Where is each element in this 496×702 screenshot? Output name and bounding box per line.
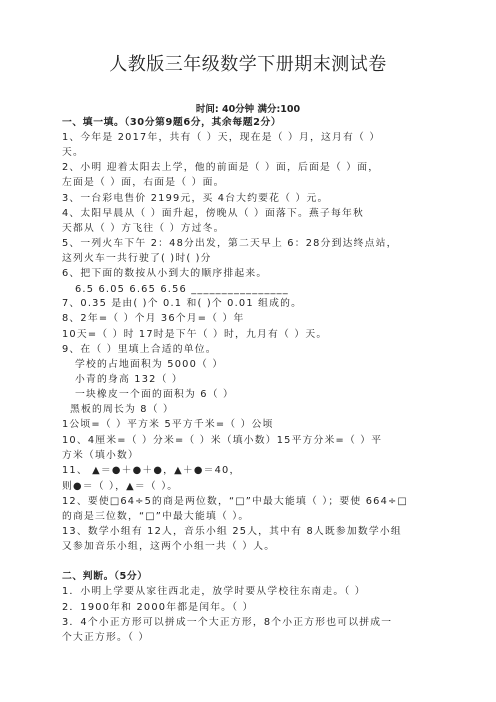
unit-item: 一块橡皮一个面的面积为 6（ ）	[75, 389, 235, 400]
question-line: 天都从（ ）方飞往（ ）方过冬。	[62, 223, 225, 234]
question-line: 3．4个小正方形可以拼成一个大正方形，8个小正方形也可以拼成一	[62, 617, 393, 628]
question-line: 8、2年=（ ）个月 36个月=（ ）年	[62, 313, 245, 324]
number-list: 6.5 6.05 6.65 6.56 ________________	[75, 284, 289, 295]
question-line: 1、今年是 2017年，共有（ ）天，现在是（ ）月，这月有（ ）	[62, 132, 381, 143]
section-1-heading: 一、填一填。（30分第9题6分，其余每题2分）	[62, 117, 282, 128]
question-line: 则●＝（ ），▲＝（ ）。	[62, 481, 179, 492]
unit-item: 黑板的周长为 8（ ）	[70, 404, 175, 415]
question-line: 2．1900年和 2000年都是闰年。（ ）	[62, 602, 254, 613]
question-line: 3、一台彩电售价 2199元，买 4台大约要花（ ）元。	[62, 193, 329, 204]
question-line: 2、小明 迎着太阳去上学，他的前面是（ ）面，后面是（ ）面，	[62, 162, 380, 173]
question-line: 个大正方形。（ ）	[62, 632, 150, 643]
question-line: 1．小明上学要从家往西北走，放学时要从学校往东南走。（ ）	[62, 586, 366, 597]
exam-meta: 时间: 40分钟 满分:100	[195, 104, 301, 115]
question-line: 10、4厘米=（ ）分米=（ ）米（填小数）15平方分米=（ ）平	[62, 435, 383, 446]
question-line: 10天=（ ）时 17时是下午（ ）时，九月有（ ）天。	[62, 329, 328, 340]
unit-item: 学校的占地面积为 5000（ ）	[75, 359, 224, 370]
page-title: 人教版三年级数学下册期末测试卷	[109, 54, 387, 75]
question-line: 5、一列火车下午 2：48分出发，第二天早上 6：28分到达终点站，	[62, 238, 398, 249]
unit-item: 小青的身高 132（ ）	[75, 374, 183, 385]
question-line: 又参加音乐小组，这两个小组一共（ ）人。	[62, 541, 276, 552]
question-line: 12、要使□64÷5的商是两位数，“□”中最大能填（ ）；要使 664÷□	[62, 496, 408, 507]
question-line: 6、把下面的数按从小到大的顺序排起来。	[62, 268, 268, 279]
question-line: 天。	[62, 147, 84, 158]
question-line: 左面是（ ）面，右面是（ ）面。	[62, 177, 225, 188]
question-line: 的商是三位数，“□”中最大能填（ ）。	[62, 511, 250, 522]
question-line: 1公顷=（ ）平方米 5平方千米=（ ）公顷	[62, 419, 274, 430]
question-line: 7、0.35 是由( )个 0.1 和( )个 0.01 组成的。	[62, 298, 303, 309]
section-2-heading: 二、判断。（5分）	[62, 571, 148, 582]
question-line: 方米（填小数）	[62, 450, 139, 461]
question-line: 13、数学小组有 12人，音乐小组 25人，其中有 8人既参加数学小组	[62, 526, 402, 537]
question-line: 这列火车一共行驶了( )时( )分	[62, 253, 212, 264]
question-line: 9、在（ ）里填上合适的单位。	[62, 344, 217, 355]
question-line: 4、太阳早晨从（ ）面升起，傍晚从（ ）面落下。燕子每年秋	[62, 208, 364, 219]
question-line: 11、 ▲＝●＋●＋●，▲＋●＝40，	[62, 465, 241, 476]
